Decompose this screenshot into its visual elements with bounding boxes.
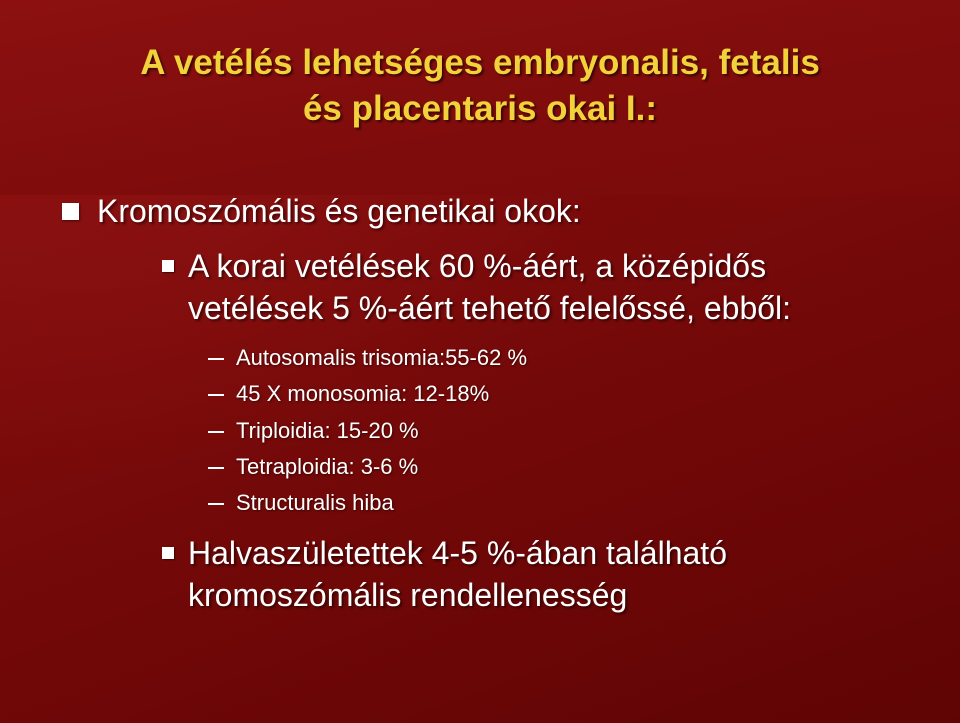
dash-bullet-icon <box>208 467 224 469</box>
square-bullet-icon <box>62 203 79 220</box>
bullet-sub-1 <box>162 245 791 329</box>
bullet-sub-2 <box>162 532 727 616</box>
bullet-sub-1-line-1: A korai vetélések 60 %-áért, a középidős <box>188 248 767 284</box>
title-line-1: A vetélés lehetséges embryonalis, fetalis <box>140 43 820 82</box>
bullet-main <box>62 192 581 230</box>
list-item <box>208 454 418 480</box>
list-item-text: Tetraploidia: 3-6 % <box>236 454 419 479</box>
bullet-sub-1-line-2: vetélések 5 %-áért tehető felelőssé, ebből: <box>188 290 792 326</box>
list-item-text: Structuralis hiba <box>236 490 394 515</box>
list-item-text: 45 X monosomia: 12-18% <box>236 381 490 406</box>
dash-bullet-icon <box>208 394 224 396</box>
title-line-2: és placentaris okai I.: <box>302 89 658 128</box>
list-item-text: Triploidia: 15-20 % <box>236 418 419 443</box>
bullet-sub-2-line-2: kromoszómális rendellenesség <box>188 577 628 613</box>
list-item <box>208 418 419 444</box>
list-item <box>208 345 527 371</box>
dash-bullet-icon <box>208 503 224 505</box>
list-item-text: Autosomalis trisomia:55-62 % <box>236 345 528 370</box>
square-bullet-icon <box>162 547 174 559</box>
bullet-main-text: Kromoszómális és genetikai okok: <box>97 193 581 229</box>
dash-bullet-icon <box>208 358 224 360</box>
dash-bullet-icon <box>208 431 224 433</box>
list-item <box>208 490 394 516</box>
square-bullet-icon <box>162 260 174 272</box>
bullet-sub-2-line-1: Halvaszületettek 4-5 %-ában található <box>188 535 727 571</box>
slide-title <box>0 40 960 132</box>
list-item <box>208 381 489 407</box>
